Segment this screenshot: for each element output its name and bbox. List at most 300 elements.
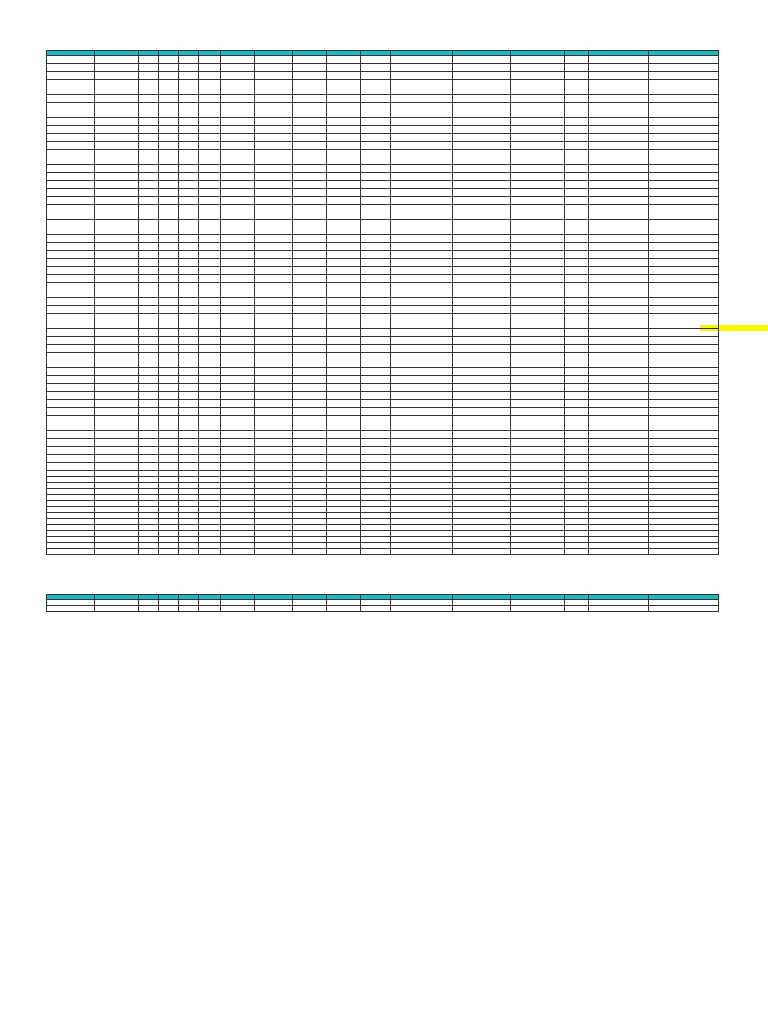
table-cell[interactable] — [159, 165, 179, 173]
table-cell[interactable] — [221, 298, 255, 306]
table-cell[interactable] — [139, 455, 159, 463]
table-cell[interactable] — [95, 118, 139, 126]
table-cell[interactable] — [511, 197, 565, 205]
table-cell[interactable] — [159, 134, 179, 142]
table-cell[interactable] — [95, 368, 139, 376]
table-cell[interactable] — [199, 134, 221, 142]
table-cell[interactable] — [293, 275, 327, 283]
table-cell[interactable] — [139, 416, 159, 431]
table-cell[interactable] — [327, 235, 361, 243]
table-cell[interactable] — [221, 416, 255, 431]
table-cell[interactable] — [361, 126, 391, 134]
table-cell[interactable] — [199, 235, 221, 243]
table-cell[interactable] — [327, 95, 361, 103]
table-cell[interactable] — [391, 205, 453, 220]
table-cell[interactable] — [47, 197, 95, 205]
table-cell[interactable] — [199, 298, 221, 306]
table-cell[interactable] — [47, 118, 95, 126]
table-cell[interactable] — [327, 181, 361, 189]
table-cell[interactable] — [221, 267, 255, 275]
table-cell[interactable] — [255, 189, 293, 197]
table-cell[interactable] — [47, 235, 95, 243]
table-cell[interactable] — [255, 298, 293, 306]
table-cell[interactable] — [511, 72, 565, 80]
table-cell[interactable] — [453, 173, 511, 181]
table-cell[interactable] — [159, 173, 179, 181]
table-cell[interactable] — [179, 150, 199, 165]
table-cell[interactable] — [589, 431, 649, 439]
table-cell[interactable] — [199, 142, 221, 150]
table-cell[interactable] — [453, 95, 511, 103]
table-cell[interactable] — [179, 416, 199, 431]
table-cell[interactable] — [139, 205, 159, 220]
table-cell[interactable] — [327, 220, 361, 235]
table-cell[interactable] — [511, 205, 565, 220]
table-cell[interactable] — [649, 337, 719, 345]
table-cell[interactable] — [649, 80, 719, 95]
table-cell[interactable] — [327, 267, 361, 275]
table-cell[interactable] — [327, 353, 361, 368]
table-cell[interactable] — [453, 80, 511, 95]
table-cell[interactable] — [391, 118, 453, 126]
table-cell[interactable] — [327, 80, 361, 95]
table-cell[interactable] — [139, 243, 159, 251]
table-cell[interactable] — [453, 455, 511, 463]
table-cell[interactable] — [139, 181, 159, 189]
table-cell[interactable] — [361, 368, 391, 376]
table-cell[interactable] — [589, 416, 649, 431]
table-cell[interactable] — [95, 235, 139, 243]
table-cell[interactable] — [47, 455, 95, 463]
table-cell[interactable] — [565, 275, 589, 283]
table-cell[interactable] — [361, 455, 391, 463]
table-cell[interactable] — [159, 56, 179, 64]
table-cell[interactable] — [199, 368, 221, 376]
table-cell[interactable] — [255, 314, 293, 329]
table-cell[interactable] — [511, 463, 565, 471]
table-cell[interactable] — [47, 447, 95, 455]
table-cell[interactable] — [391, 80, 453, 95]
table-cell[interactable] — [453, 392, 511, 400]
table-cell[interactable] — [453, 72, 511, 80]
table-cell[interactable] — [511, 103, 565, 118]
table-cell[interactable] — [327, 306, 361, 314]
table-cell[interactable] — [589, 197, 649, 205]
table-cell[interactable] — [179, 431, 199, 439]
table-cell[interactable] — [199, 329, 221, 337]
table-cell[interactable] — [391, 314, 453, 329]
table-cell[interactable] — [47, 368, 95, 376]
table-cell[interactable] — [199, 306, 221, 314]
table-cell[interactable] — [565, 126, 589, 134]
table-cell[interactable] — [179, 259, 199, 267]
table-cell[interactable] — [565, 463, 589, 471]
table-cell[interactable] — [453, 259, 511, 267]
table-cell[interactable] — [95, 181, 139, 189]
table-cell[interactable] — [255, 173, 293, 181]
table-cell[interactable] — [179, 400, 199, 408]
table-cell[interactable] — [293, 463, 327, 471]
table-cell[interactable] — [293, 80, 327, 95]
table-cell[interactable] — [391, 275, 453, 283]
table-cell[interactable] — [47, 431, 95, 439]
table-cell[interactable] — [565, 64, 589, 72]
table-cell[interactable] — [511, 283, 565, 298]
table-cell[interactable] — [649, 298, 719, 306]
table-cell[interactable] — [95, 306, 139, 314]
table-cell[interactable] — [199, 150, 221, 165]
table-cell[interactable] — [221, 189, 255, 197]
table-cell[interactable] — [391, 103, 453, 118]
table-cell[interactable] — [139, 431, 159, 439]
table-cell[interactable] — [255, 103, 293, 118]
table-cell[interactable] — [293, 95, 327, 103]
table-cell[interactable] — [159, 408, 179, 416]
table-cell[interactable] — [391, 400, 453, 408]
empty-cell[interactable] — [453, 606, 511, 612]
table-cell[interactable] — [327, 392, 361, 400]
table-cell[interactable] — [199, 251, 221, 259]
table-cell[interactable] — [565, 56, 589, 64]
table-cell[interactable] — [565, 95, 589, 103]
table-cell[interactable] — [589, 439, 649, 447]
table-cell[interactable] — [293, 298, 327, 306]
table-cell[interactable] — [159, 463, 179, 471]
table-cell[interactable] — [361, 118, 391, 126]
table-cell[interactable] — [159, 353, 179, 368]
table-cell[interactable] — [391, 56, 453, 64]
table-cell[interactable] — [589, 126, 649, 134]
table-cell[interactable] — [589, 118, 649, 126]
table-cell[interactable] — [511, 259, 565, 267]
table-cell[interactable] — [511, 275, 565, 283]
table-cell[interactable] — [565, 376, 589, 384]
table-cell[interactable] — [589, 384, 649, 392]
table-cell[interactable] — [649, 275, 719, 283]
table-cell[interactable] — [221, 368, 255, 376]
table-cell[interactable] — [391, 376, 453, 384]
table-cell[interactable] — [565, 251, 589, 259]
empty-cell[interactable] — [95, 606, 139, 612]
table-cell[interactable] — [589, 455, 649, 463]
table-cell[interactable] — [589, 298, 649, 306]
table-cell[interactable] — [221, 384, 255, 392]
table-cell[interactable] — [293, 376, 327, 384]
table-cell[interactable] — [565, 197, 589, 205]
table-cell[interactable] — [199, 118, 221, 126]
table-cell[interactable] — [453, 150, 511, 165]
table-cell[interactable] — [139, 220, 159, 235]
table-cell[interactable] — [199, 392, 221, 400]
table-cell[interactable] — [221, 439, 255, 447]
table-cell[interactable] — [221, 173, 255, 181]
table-cell[interactable] — [139, 447, 159, 455]
table-cell[interactable] — [199, 181, 221, 189]
table-cell[interactable] — [453, 368, 511, 376]
empty-cell[interactable] — [391, 606, 453, 612]
table-cell[interactable] — [95, 392, 139, 400]
table-cell[interactable] — [453, 306, 511, 314]
table-cell[interactable] — [179, 298, 199, 306]
table-cell[interactable] — [511, 400, 565, 408]
table-cell[interactable] — [649, 126, 719, 134]
table-cell[interactable] — [95, 337, 139, 345]
table-cell[interactable] — [327, 298, 361, 306]
table-cell[interactable] — [179, 337, 199, 345]
table-cell[interactable] — [221, 197, 255, 205]
table-cell[interactable] — [139, 165, 159, 173]
table-cell[interactable] — [327, 197, 361, 205]
table-cell[interactable] — [199, 455, 221, 463]
table-cell[interactable] — [391, 181, 453, 189]
table-cell[interactable] — [47, 205, 95, 220]
table-cell[interactable] — [565, 306, 589, 314]
table-cell[interactable] — [453, 118, 511, 126]
table-cell[interactable] — [327, 283, 361, 298]
table-cell[interactable] — [293, 368, 327, 376]
table-cell[interactable] — [589, 243, 649, 251]
table-cell[interactable] — [391, 189, 453, 197]
table-cell[interactable] — [361, 463, 391, 471]
table-cell[interactable] — [179, 56, 199, 64]
table-cell[interactable] — [139, 439, 159, 447]
table-cell[interactable] — [565, 431, 589, 439]
table-cell[interactable] — [95, 329, 139, 337]
table-cell[interactable] — [361, 298, 391, 306]
table-cell[interactable] — [391, 95, 453, 103]
table-cell[interactable] — [159, 118, 179, 126]
table-cell[interactable] — [361, 314, 391, 329]
table-cell[interactable] — [159, 329, 179, 337]
table-cell[interactable] — [589, 400, 649, 408]
table-cell[interactable] — [47, 329, 95, 337]
table-cell[interactable] — [511, 220, 565, 235]
table-cell[interactable] — [221, 455, 255, 463]
table-cell[interactable] — [511, 368, 565, 376]
table-cell[interactable] — [649, 197, 719, 205]
table-cell[interactable] — [511, 173, 565, 181]
table-cell[interactable] — [589, 205, 649, 220]
table-cell[interactable] — [47, 220, 95, 235]
table-cell[interactable] — [453, 275, 511, 283]
table-cell[interactable] — [589, 306, 649, 314]
table-cell[interactable] — [293, 134, 327, 142]
table-cell[interactable] — [327, 103, 361, 118]
table-cell[interactable] — [649, 235, 719, 243]
table-cell[interactable] — [453, 235, 511, 243]
table-cell[interactable] — [589, 64, 649, 72]
table-cell[interactable] — [159, 400, 179, 408]
empty-cell[interactable] — [221, 606, 255, 612]
table-cell[interactable] — [649, 56, 719, 64]
table-cell[interactable] — [361, 267, 391, 275]
table-cell[interactable] — [47, 259, 95, 267]
table-cell[interactable] — [649, 103, 719, 118]
table-cell[interactable] — [511, 439, 565, 447]
table-cell[interactable] — [391, 126, 453, 134]
table-cell[interactable] — [159, 72, 179, 80]
table-cell[interactable] — [453, 376, 511, 384]
table-cell[interactable] — [179, 345, 199, 353]
table-cell[interactable] — [361, 72, 391, 80]
table-cell[interactable] — [255, 408, 293, 416]
table-cell[interactable] — [199, 72, 221, 80]
table-cell[interactable] — [179, 142, 199, 150]
table-cell[interactable] — [159, 337, 179, 345]
table-cell[interactable] — [361, 353, 391, 368]
second-sheet[interactable] — [46, 594, 719, 612]
table-cell[interactable] — [159, 235, 179, 243]
table-cell[interactable] — [361, 431, 391, 439]
table-cell[interactable] — [293, 118, 327, 126]
table-cell[interactable] — [453, 197, 511, 205]
table-cell[interactable] — [199, 205, 221, 220]
table-cell[interactable] — [649, 243, 719, 251]
table-cell[interactable] — [649, 165, 719, 173]
table-cell[interactable] — [649, 189, 719, 197]
empty-cell[interactable] — [47, 549, 95, 555]
table-cell[interactable] — [47, 243, 95, 251]
table-cell[interactable] — [391, 416, 453, 431]
table-cell[interactable] — [327, 376, 361, 384]
table-cell[interactable] — [293, 416, 327, 431]
empty-cell[interactable] — [139, 606, 159, 612]
table-cell[interactable] — [649, 384, 719, 392]
table-cell[interactable] — [649, 376, 719, 384]
table-cell[interactable] — [221, 64, 255, 72]
table-cell[interactable] — [391, 150, 453, 165]
table-cell[interactable] — [649, 150, 719, 165]
table-cell[interactable] — [159, 376, 179, 384]
table-cell[interactable] — [293, 142, 327, 150]
table-cell[interactable] — [255, 439, 293, 447]
table-cell[interactable] — [47, 376, 95, 384]
table-cell[interactable] — [589, 329, 649, 337]
table-cell[interactable] — [199, 463, 221, 471]
table-cell[interactable] — [95, 64, 139, 72]
empty-cell[interactable] — [199, 549, 221, 555]
table-cell[interactable] — [293, 283, 327, 298]
table-cell[interactable] — [361, 400, 391, 408]
empty-cell[interactable] — [179, 606, 199, 612]
table-cell[interactable] — [221, 103, 255, 118]
table-cell[interactable] — [95, 353, 139, 368]
table-cell[interactable] — [47, 181, 95, 189]
table-cell[interactable] — [453, 205, 511, 220]
table-cell[interactable] — [361, 384, 391, 392]
table-cell[interactable] — [649, 408, 719, 416]
table-cell[interactable] — [391, 64, 453, 72]
table-cell[interactable] — [47, 103, 95, 118]
table-cell[interactable] — [589, 181, 649, 189]
table-cell[interactable] — [293, 431, 327, 439]
table-cell[interactable] — [95, 416, 139, 431]
table-cell[interactable] — [511, 376, 565, 384]
table-cell[interactable] — [95, 205, 139, 220]
table-cell[interactable] — [327, 337, 361, 345]
table-cell[interactable] — [391, 142, 453, 150]
table-cell[interactable] — [255, 235, 293, 243]
table-cell[interactable] — [565, 353, 589, 368]
table-cell[interactable] — [47, 150, 95, 165]
table-cell[interactable] — [511, 189, 565, 197]
table-cell[interactable] — [179, 197, 199, 205]
table-cell[interactable] — [361, 329, 391, 337]
table-cell[interactable] — [565, 447, 589, 455]
table-cell[interactable] — [511, 95, 565, 103]
table-cell[interactable] — [199, 376, 221, 384]
table-cell[interactable] — [95, 126, 139, 134]
table-cell[interactable] — [139, 134, 159, 142]
table-cell[interactable] — [139, 251, 159, 259]
table-cell[interactable] — [47, 384, 95, 392]
table-cell[interactable] — [589, 251, 649, 259]
empty-cell[interactable] — [565, 549, 589, 555]
table-cell[interactable] — [361, 220, 391, 235]
table-cell[interactable] — [139, 118, 159, 126]
empty-cell[interactable] — [453, 549, 511, 555]
table-cell[interactable] — [179, 314, 199, 329]
table-cell[interactable] — [453, 329, 511, 337]
table-cell[interactable] — [199, 337, 221, 345]
table-cell[interactable] — [293, 72, 327, 80]
table-cell[interactable] — [649, 173, 719, 181]
table-cell[interactable] — [649, 345, 719, 353]
table-cell[interactable] — [565, 243, 589, 251]
table-cell[interactable] — [361, 150, 391, 165]
empty-cell[interactable] — [293, 606, 327, 612]
table-cell[interactable] — [293, 220, 327, 235]
table-cell[interactable] — [361, 165, 391, 173]
table-cell[interactable] — [361, 251, 391, 259]
table-cell[interactable] — [179, 275, 199, 283]
table-cell[interactable] — [511, 165, 565, 173]
table-cell[interactable] — [649, 134, 719, 142]
table-cell[interactable] — [159, 455, 179, 463]
table-cell[interactable] — [95, 400, 139, 408]
table-cell[interactable] — [47, 345, 95, 353]
table-cell[interactable] — [565, 142, 589, 150]
table-cell[interactable] — [139, 150, 159, 165]
empty-cell[interactable] — [511, 606, 565, 612]
table-cell[interactable] — [565, 181, 589, 189]
table-cell[interactable] — [95, 314, 139, 329]
table-cell[interactable] — [391, 447, 453, 455]
table-cell[interactable] — [47, 353, 95, 368]
table-cell[interactable] — [95, 439, 139, 447]
table-cell[interactable] — [221, 400, 255, 408]
table-cell[interactable] — [565, 283, 589, 298]
table-cell[interactable] — [589, 235, 649, 243]
table-cell[interactable] — [221, 392, 255, 400]
table-cell[interactable] — [159, 103, 179, 118]
table-cell[interactable] — [565, 165, 589, 173]
table-cell[interactable] — [293, 306, 327, 314]
table-cell[interactable] — [179, 368, 199, 376]
table-cell[interactable] — [327, 455, 361, 463]
table-cell[interactable] — [327, 400, 361, 408]
table-cell[interactable] — [199, 173, 221, 181]
table-cell[interactable] — [565, 416, 589, 431]
table-cell[interactable] — [565, 400, 589, 408]
table-cell[interactable] — [327, 173, 361, 181]
empty-cell[interactable] — [255, 549, 293, 555]
table-cell[interactable] — [361, 181, 391, 189]
table-cell[interactable] — [649, 353, 719, 368]
table-cell[interactable] — [327, 384, 361, 392]
table-cell[interactable] — [453, 447, 511, 455]
table-cell[interactable] — [221, 408, 255, 416]
